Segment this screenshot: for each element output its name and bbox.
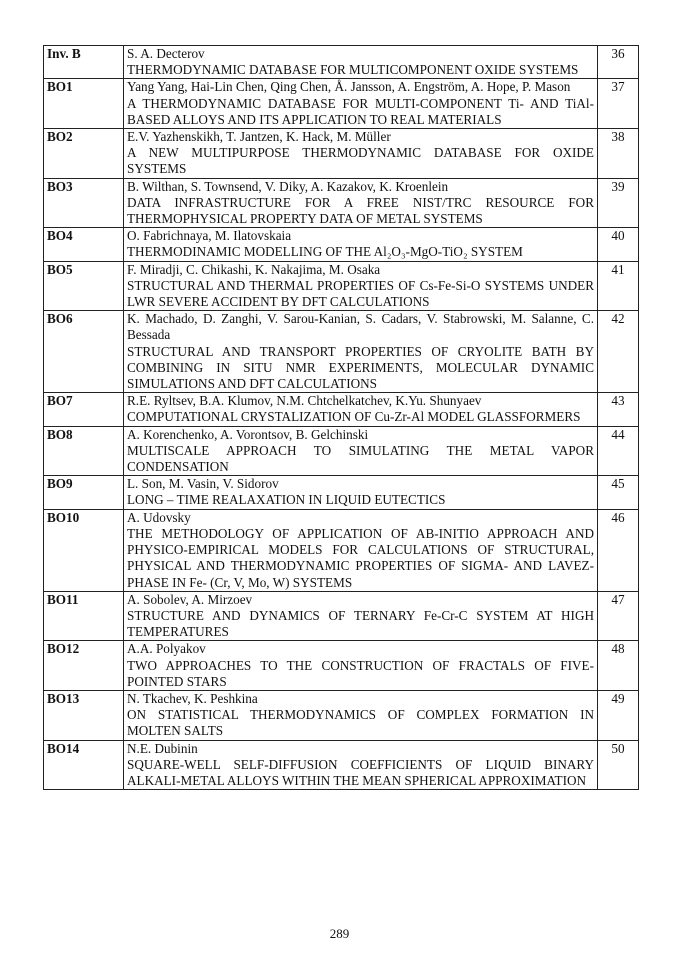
abstract-code: BO6 — [44, 311, 124, 393]
abstract-entry — [124, 311, 598, 393]
abstract-entry — [124, 228, 598, 261]
page-ref: 39 — [598, 178, 639, 228]
abstract-code: BO7 — [44, 393, 124, 426]
abstract-code: BO10 — [44, 509, 124, 591]
page-ref: 49 — [598, 690, 639, 740]
table-row — [44, 178, 639, 228]
page-ref: 41 — [598, 261, 639, 311]
abstract-entry — [124, 261, 598, 311]
table-row — [44, 591, 639, 641]
abstract-title: THERMODYNAMIC DATABASE FOR MULTICOMPONENT OXIDE SYSTEMS — [127, 62, 579, 78]
abstract-entry — [124, 509, 598, 591]
page-ref: 38 — [598, 129, 639, 179]
table-row — [44, 228, 639, 261]
abstract-code: BO3 — [44, 178, 124, 228]
abstract-code: Inv. B — [44, 46, 124, 79]
page-ref: 40 — [598, 228, 639, 261]
authors: B. Wilthan, S. Townsend, V. Diky, A. Kazakov, K. Kroenlein — [127, 178, 449, 194]
authors: A. Udovsky — [127, 509, 191, 525]
abstract-title: DATA INFRASTRUCTURE FOR A FREE NIST/TRC RESOURCE FOR THERMOPHYSICAL PROPERTY DATA OF METAL SYSTEMS — [127, 194, 594, 227]
page-ref: 50 — [598, 740, 639, 790]
abstract-code: BO5 — [44, 261, 124, 311]
authors: A. Korenchenko, A. Vorontsov, B. Gelchinski — [127, 426, 369, 442]
abstract-title: STRUCTURAL AND THERMAL PROPERTIES OF Cs-Fe-Si-O SYSTEMS UNDER LWR SEVERE ACCIDENT BY DFT CALCULATIONS — [127, 277, 594, 310]
abstract-entry — [124, 690, 598, 740]
abstract-entry — [124, 476, 598, 509]
abstract-title: SQUARE-WELL SELF-DIFFUSION COEFFICIENTS OF LIQUID BINARY ALKALI-METAL ALLOYS WITHIN THE MEAN SPHERICAL APPROXIMATION — [127, 756, 594, 788]
abstract-entry — [124, 426, 598, 476]
abstract-code: BO11 — [44, 591, 124, 641]
page-ref: 42 — [598, 311, 639, 393]
abstract-title: MULTISCALE APPROACH TO SIMULATING THE METAL VAPOR CONDENSATION — [127, 442, 594, 475]
page-ref: 48 — [598, 641, 639, 691]
authors: K. Machado, D. Zanghi, V. Sarou-Kanian, S. Cadars, V. Stabrowski, M. Salanne, C. Bessada — [127, 311, 594, 343]
authors: N.E. Dubinin — [127, 740, 198, 756]
authors: S. A. Decterov — [127, 46, 205, 61]
authors: F. Miradji, C. Chikashi, K. Nakajima, M. Osaka — [127, 261, 381, 277]
abstract-entry — [124, 591, 598, 641]
page-ref: 36 — [598, 46, 639, 79]
contents-table-body — [44, 46, 639, 790]
abstract-title: LONG – TIME REALAXATION IN LIQUID EUTECTICS — [127, 492, 446, 508]
abstract-title: STRUCTURE AND DYNAMICS OF TERNARY Fe-Cr-C SYSTEM AT HIGH TEMPERATURES — [127, 607, 594, 640]
page-ref: 37 — [598, 79, 639, 129]
abstract-title: THERMODINAMIC MODELLING OF THE Al₂O₃-MgO-TiO₂ SYSTEM — [127, 244, 523, 260]
authors: E.V. Yazhenskikh, T. Jantzen, K. Hack, M. Müller — [127, 129, 391, 145]
page-ref: 43 — [598, 393, 639, 426]
table-row — [44, 393, 639, 426]
authors: N. Tkachev, K. Peshkina — [127, 690, 258, 706]
abstract-code: BO1 — [44, 79, 124, 129]
abstract-title: TWO APPROACHES TO THE CONSTRUCTION OF FRACTALS OF FIVE-POINTED STARS — [127, 657, 594, 689]
abstract-title: A NEW MULTIPURPOSE THERMODYNAMIC DATABASE FOR OXIDE SYSTEMS — [127, 145, 594, 177]
table-row — [44, 690, 639, 740]
authors: R.E. Ryltsev, B.A. Klumov, N.M. Chtchelkatchev, K.Yu. Shunyaev — [127, 393, 482, 409]
page-ref: 44 — [598, 426, 639, 476]
authors: A.A. Polyakov — [127, 641, 206, 657]
table-row — [44, 261, 639, 311]
abstract-code: BO12 — [44, 641, 124, 691]
table-row — [44, 311, 639, 393]
authors: L. Son, M. Vasin, V. Sidorov — [127, 476, 279, 492]
abstract-title: A THERMODYNAMIC DATABASE FOR MULTI-COMPONENT Ti- AND TiAl-BASED ALLOYS AND ITS APPLICATION TO REAL MATERIALS — [127, 95, 594, 127]
abstract-entry — [124, 79, 598, 129]
authors: Yang Yang, Hai-Lin Chen, Qing Chen, Å. Jansson, A. Engström, A. Hope, P. Mason — [127, 79, 571, 95]
table-row — [44, 426, 639, 476]
table-row — [44, 79, 639, 129]
page-ref: 47 — [598, 591, 639, 641]
table-row — [44, 476, 639, 509]
abstract-code: BO2 — [44, 129, 124, 179]
authors: A. Sobolev, A. Mirzoev — [127, 591, 253, 607]
abstract-entry — [124, 393, 598, 426]
abstract-entry — [124, 740, 598, 790]
table-row — [44, 509, 639, 591]
abstract-entry — [124, 178, 598, 228]
authors: O. Fabrichnaya, M. Ilatovskaia — [127, 228, 292, 244]
abstract-title: THE METHODOLOGY OF APPLICATION OF AB-INITIO APPROACH AND PHYSICO-EMPIRICAL MODELS FOR CALCULATIONS OF STRUCTURAL, PHYSICAL AND THERMODYNAMIC PROPERTIES OF SIGMA- AND LAVEZ-PHASE IN Fe- (Cr, V, Mo, W) SYSTEMS — [127, 525, 594, 590]
abstract-code: BO8 — [44, 426, 124, 476]
abstract-entry — [124, 129, 598, 179]
abstract-code: BO14 — [44, 740, 124, 790]
abstract-code: BO13 — [44, 690, 124, 740]
abstract-title: ON STATISTICAL THERMODYNAMICS OF COMPLEX FORMATION IN MOLTEN SALTS — [127, 707, 594, 739]
abstract-title: COMPUTATIONAL CRYSTALIZATION OF Cu-Zr-Al MODEL GLASSFORMERS — [127, 409, 581, 425]
page-number: 289 — [329, 926, 350, 941]
table-row — [44, 129, 639, 179]
page-ref: 46 — [598, 509, 639, 591]
abstract-entry — [124, 46, 598, 79]
contents-table — [43, 45, 639, 790]
abstract-code: BO9 — [44, 476, 124, 509]
abstract-title: STRUCTURAL AND TRANSPORT PROPERTIES OF CRYOLITE BATH BY COMBINING IN SITU NMR EXPERIMENTS, MOLECULAR DYNAMIC SIMULATIONS AND DFT CALCULATIONS — [127, 343, 594, 392]
table-row — [44, 641, 639, 691]
abstract-entry — [124, 641, 598, 691]
table-row — [44, 46, 639, 79]
table-row — [44, 740, 639, 790]
abstract-code: BO4 — [44, 228, 124, 261]
page-ref: 45 — [598, 476, 639, 509]
